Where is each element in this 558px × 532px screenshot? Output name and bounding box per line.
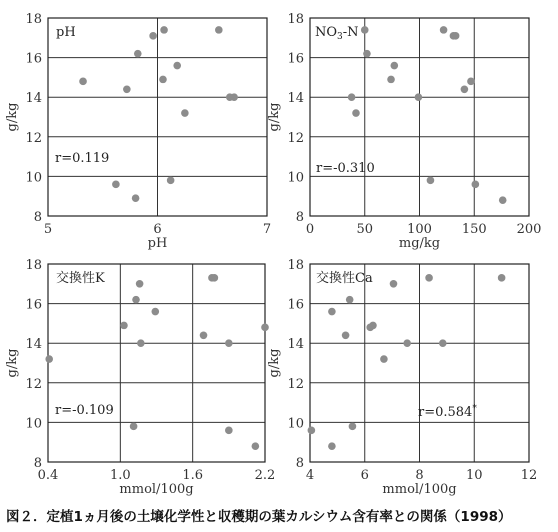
plot-frame bbox=[48, 264, 265, 462]
data-point bbox=[499, 196, 507, 204]
y-tick-label: 12 bbox=[25, 130, 42, 146]
x-tick-label: 8 bbox=[415, 468, 424, 483]
data-point bbox=[391, 62, 399, 70]
data-point bbox=[427, 177, 435, 185]
data-point bbox=[132, 296, 140, 304]
data-point bbox=[390, 280, 398, 288]
correlation-annotation: r=0.584* bbox=[418, 404, 477, 420]
y-tick-label: 16 bbox=[287, 51, 304, 67]
y-tick-label: 8 bbox=[33, 210, 42, 225]
y-axis-label: g/kg bbox=[5, 348, 20, 378]
x-tick-label: 6 bbox=[360, 468, 369, 483]
data-point bbox=[211, 274, 219, 282]
data-point bbox=[461, 85, 469, 93]
data-point bbox=[123, 85, 131, 93]
data-point bbox=[467, 78, 475, 86]
x-tick-label: 0 bbox=[305, 222, 315, 237]
chart-panel-1 bbox=[5, 12, 271, 251]
data-point bbox=[225, 427, 233, 435]
data-point bbox=[151, 308, 159, 316]
data-point bbox=[173, 62, 181, 70]
data-point bbox=[130, 423, 138, 431]
y-tick-label: 12 bbox=[287, 130, 304, 146]
y-tick-label: 8 bbox=[295, 210, 304, 225]
x-axis-label: mmol/100g bbox=[382, 482, 457, 497]
data-point bbox=[136, 280, 144, 288]
data-point bbox=[79, 78, 87, 86]
data-point bbox=[452, 32, 460, 40]
y-tick-label: 10 bbox=[287, 170, 304, 186]
data-point bbox=[472, 181, 480, 189]
y-tick-label: 10 bbox=[25, 416, 42, 432]
y-tick-label: 14 bbox=[25, 91, 42, 107]
data-point bbox=[425, 274, 433, 282]
y-tick-label: 14 bbox=[287, 91, 304, 107]
y-axis-label: g/kg bbox=[5, 102, 20, 132]
x-tick-label: 200 bbox=[516, 222, 542, 237]
y-tick-label: 10 bbox=[25, 170, 42, 186]
data-point bbox=[415, 93, 423, 101]
data-point bbox=[160, 26, 168, 34]
x-tick-label: 12 bbox=[520, 468, 538, 483]
data-point bbox=[45, 355, 53, 363]
x-tick-label: 2.2 bbox=[254, 468, 276, 483]
data-point bbox=[348, 93, 356, 101]
data-point bbox=[380, 355, 388, 363]
data-point bbox=[349, 423, 357, 431]
y-tick-label: 14 bbox=[287, 337, 304, 353]
data-point bbox=[342, 331, 350, 339]
data-point bbox=[361, 26, 369, 34]
panel-title: 交換性Ca bbox=[316, 271, 373, 286]
data-point bbox=[352, 109, 360, 117]
chart-panel-3 bbox=[5, 258, 275, 497]
y-tick-label: 18 bbox=[287, 258, 304, 273]
x-tick-label: 7 bbox=[262, 222, 272, 237]
data-point bbox=[159, 76, 167, 84]
y-axis-label: g/kg bbox=[267, 102, 282, 132]
x-axis-label: mg/kg bbox=[398, 236, 441, 251]
x-tick-label: 100 bbox=[407, 222, 432, 237]
data-point bbox=[215, 26, 223, 34]
data-point bbox=[200, 331, 208, 339]
y-tick-label: 14 bbox=[25, 337, 42, 353]
y-tick-label: 12 bbox=[25, 376, 42, 392]
y-axis-label: g/kg bbox=[267, 348, 282, 378]
data-point bbox=[308, 427, 316, 435]
data-point bbox=[346, 296, 354, 304]
data-point bbox=[112, 181, 120, 189]
data-point bbox=[440, 26, 448, 34]
panel-title: $NO_3-N$ bbox=[315, 25, 359, 42]
x-axis-label: mmol/100g bbox=[119, 482, 194, 497]
data-point bbox=[261, 324, 269, 332]
data-point bbox=[149, 32, 157, 40]
x-tick-label: 1.0 bbox=[109, 468, 131, 483]
y-tick-label: 18 bbox=[287, 12, 304, 27]
data-point bbox=[230, 93, 238, 101]
data-point bbox=[134, 50, 142, 58]
data-point bbox=[328, 308, 336, 316]
correlation-annotation: r=-0.109 bbox=[55, 403, 114, 418]
correlation-annotation: r=0.119 bbox=[55, 151, 110, 166]
x-axis-label: pH bbox=[147, 236, 168, 251]
data-point bbox=[252, 442, 260, 450]
x-tick-label: 0.4 bbox=[37, 468, 59, 483]
data-point bbox=[132, 194, 140, 202]
x-tick-label: 10 bbox=[465, 468, 483, 483]
x-tick-label: 4 bbox=[305, 468, 315, 483]
y-tick-label: 8 bbox=[295, 456, 304, 471]
panel-title: 交換性K bbox=[56, 271, 105, 286]
data-point bbox=[363, 50, 371, 58]
chart-panel-4 bbox=[267, 258, 537, 497]
correlation-annotation: r=-0.310 bbox=[316, 161, 375, 176]
y-tick-label: 16 bbox=[25, 51, 42, 67]
data-point bbox=[167, 177, 175, 185]
y-tick-label: 8 bbox=[33, 456, 42, 471]
y-tick-label: 18 bbox=[25, 12, 42, 27]
y-tick-label: 16 bbox=[25, 297, 42, 313]
panel-title: pH bbox=[56, 25, 76, 40]
x-tick-label: 6 bbox=[153, 222, 162, 237]
data-point bbox=[498, 274, 506, 282]
x-tick-label: 1.6 bbox=[182, 468, 204, 483]
x-tick-label: 5 bbox=[43, 222, 53, 237]
data-point bbox=[225, 339, 233, 347]
data-point bbox=[369, 322, 377, 330]
data-point bbox=[403, 339, 411, 347]
data-point bbox=[137, 339, 145, 347]
data-point bbox=[181, 109, 189, 117]
y-tick-label: 10 bbox=[287, 416, 304, 432]
data-point bbox=[387, 76, 395, 84]
y-tick-label: 16 bbox=[287, 297, 304, 313]
data-point bbox=[439, 339, 447, 347]
x-tick-label: 150 bbox=[461, 222, 487, 237]
y-tick-label: 18 bbox=[25, 258, 42, 273]
data-point bbox=[328, 442, 336, 450]
x-tick-label: 50 bbox=[356, 222, 374, 237]
y-tick-label: 12 bbox=[287, 376, 304, 392]
chart-panel-2 bbox=[267, 12, 541, 251]
figure-caption: 図２．定植1ヵ月後の土壌化学性と収穫期の葉カルシウム含有率との関係（1998） bbox=[6, 509, 512, 525]
data-point bbox=[120, 322, 128, 330]
